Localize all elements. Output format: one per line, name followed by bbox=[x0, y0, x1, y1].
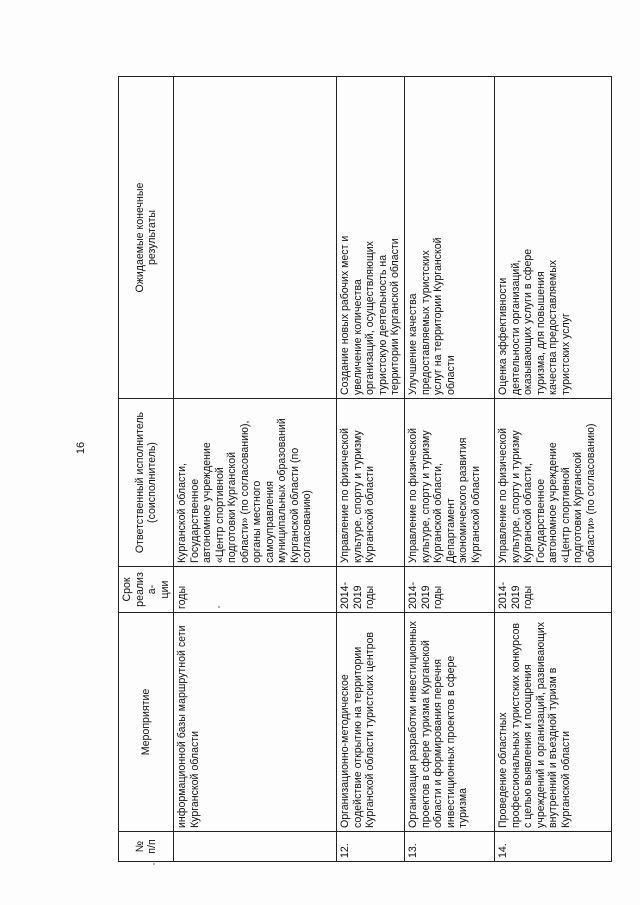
scan-speck bbox=[153, 863, 155, 865]
cell-result bbox=[174, 77, 337, 399]
cell-result: Оценка эффективности деятельности организаций, оказывающих услуги в сфере туризма, для повышения качества предоставляемых туристских услуг bbox=[495, 77, 612, 399]
table-row bbox=[405, 77, 495, 862]
cell-measure: информационной базы маршрутной сети Курганской области bbox=[174, 613, 337, 832]
table-row bbox=[495, 77, 612, 862]
cell-term: 2014- 2019 годы bbox=[495, 567, 612, 613]
table-row bbox=[174, 77, 337, 862]
cell-executor: Управление по физической культуре, спорту и туризму Курганской области, Государственное автономное учреждение «Центр спортивной подготовки Курганской области» (по согласованию) bbox=[495, 399, 612, 567]
page-number: 16 bbox=[75, 441, 87, 455]
header-num: № п/п bbox=[119, 832, 174, 862]
header-result: Ожидаемые конечные результаты bbox=[119, 77, 174, 399]
cell-result: Создание новых рабочих мест и увеличение количества организаций, осуществляющих туристскую деятельность на территории Курганской области bbox=[337, 77, 405, 399]
cell-result: Улучшение качества предоставляемых туристских услуг на территории Курганской области bbox=[405, 77, 495, 399]
cell-num: 12. bbox=[337, 832, 405, 862]
cell-num: 13. bbox=[405, 832, 495, 862]
cell-executor: Управление по физической культуре, спорту и туризму Курганской области, Департамент экономического развития Курганской области bbox=[405, 399, 495, 567]
cell-measure: Организационно-методическое содействие открытию на территории Курганской области туристских центров bbox=[337, 613, 405, 832]
cell-term: годы bbox=[174, 567, 337, 613]
measures-table bbox=[118, 76, 612, 862]
header-measure: Мероприятие bbox=[119, 613, 174, 832]
cell-measure: Проведение областных профессиональных туристских конкурсов с целью выявления и поощрения учреждений и организаций, развивающих внутренний и въездной туризм в Курганской области bbox=[495, 613, 612, 832]
header-executor: Ответственный исполнитель (соисполнитель) bbox=[119, 399, 174, 567]
rotated-table-sheet bbox=[118, 77, 596, 862]
cell-term: 2014- 2019 годы bbox=[337, 567, 405, 613]
scan-speck bbox=[218, 606, 220, 608]
cell-term: 2014- 2019 годы bbox=[405, 567, 495, 613]
header-term: Срок реализа- ции bbox=[119, 567, 174, 613]
cell-num bbox=[174, 832, 337, 862]
table-header-row bbox=[119, 77, 174, 862]
cell-executor: Управление по физической культуре, спорту и туризму Курганской области bbox=[337, 399, 405, 567]
table-row bbox=[337, 77, 405, 862]
cell-num: 14. bbox=[495, 832, 612, 862]
cell-executor: Курганской области, Государственное автономное учреждение «Центр спортивной подготовки Курганской области» (по согласованию), органы местного самоуправления муниципальных образований Курганской области (по согласованию) bbox=[174, 399, 337, 567]
cell-measure: Организация разработки инвестиционных проектов в сфере туризма Курганской области и формирования перечня инвестиционных проектов в сфере туризма bbox=[405, 613, 495, 832]
